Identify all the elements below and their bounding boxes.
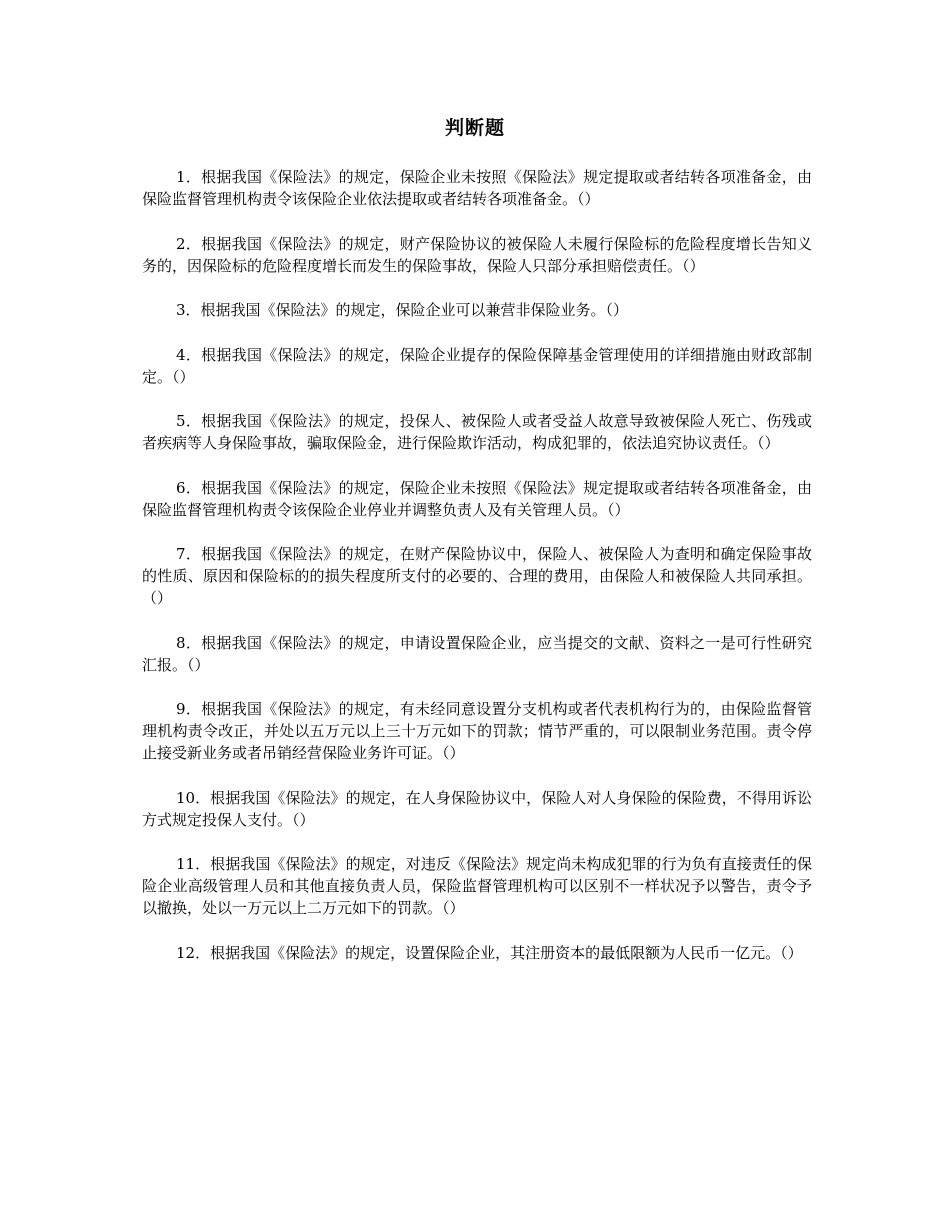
- question-item: 11．根据我国《保险法》的规定，对违反《保险法》规定尚未构成犯罪的行为负有直接责任的保险企业高级管理人员和其他直接负责人员，保险监督管理机构可以区别不一样状况予以警告，责令予以撤换，处以一万元以上二万元如下的罚款。（）: [142, 855, 812, 917]
- question-item: 7．根据我国《保险法》的规定，在财产保险协议中，保险人、被保险人为查明和确定保险事故的性质、原因和保险标的的损失程度所支付的必要的、合理的费用，由保险人和被保险人共同承担。（）: [142, 545, 812, 607]
- question-item: 5．根据我国《保险法》的规定，投保人、被保险人或者受益人故意导致被保险人死亡、伤残或者疾病等人身保险事故，骗取保险金，进行保险欺诈活动，构成犯罪的，依法追究协议责任。（）: [142, 412, 812, 452]
- question-item: 2．根据我国《保险法》的规定，财产保险协议的被保险人未履行保险标的危险程度增长告知义务的，因保险标的危险程度增长而发生的保险事故，保险人只部分承担赔偿责任。（）: [142, 234, 812, 275]
- page-title: 判断题: [444, 117, 505, 139]
- question-item: 1．根据我国《保险法》的规定，保险企业未按照《保险法》规定提取或者结转各项准备金，由保险监督管理机构责令该保险企业依法提取或者结转各项准备金。（）: [142, 168, 812, 208]
- question-item: 6．根据我国《保险法》的规定，保险企业未按照《保险法》规定提取或者结转各项准备金，由保险监督管理机构责令该保险企业停业并调整负责人及有关管理人员。（）: [142, 478, 812, 519]
- question-item: 3．根据我国《保险法》的规定，保险企业可以兼营非保险业务。（）: [176, 301, 629, 319]
- question-item: 9．根据我国《保险法》的规定，有未经同意设置分支机构或者代表机构行为的，由保险监督管理机构责令改正，并处以五万元以上三十万元如下的罚款；情节严重的，可以限制业务范围。责令停止接受新业务或者吊销经营保险业务许可证。（）: [142, 700, 812, 762]
- question-item: 8．根据我国《保险法》的规定，申请设置保险企业，应当提交的文献、资料之一是可行性研究汇报。（）: [142, 633, 812, 674]
- question-list: [142, 166, 812, 986]
- question-item: 12．根据我国《保险法》的规定，设置保险企业，其注册资本的最低限额为人民币一亿元。（）: [176, 943, 803, 962]
- question-item: 4．根据我国《保险法》的规定，保险企业提存的保险保障基金管理使用的详细措施由财政部制定。（）: [142, 345, 812, 386]
- question-item: 10．根据我国《保险法》的规定，在人身保险协议中，保险人对人身保险的保险费，不得用诉讼方式规定投保人支付。（）: [142, 788, 812, 829]
